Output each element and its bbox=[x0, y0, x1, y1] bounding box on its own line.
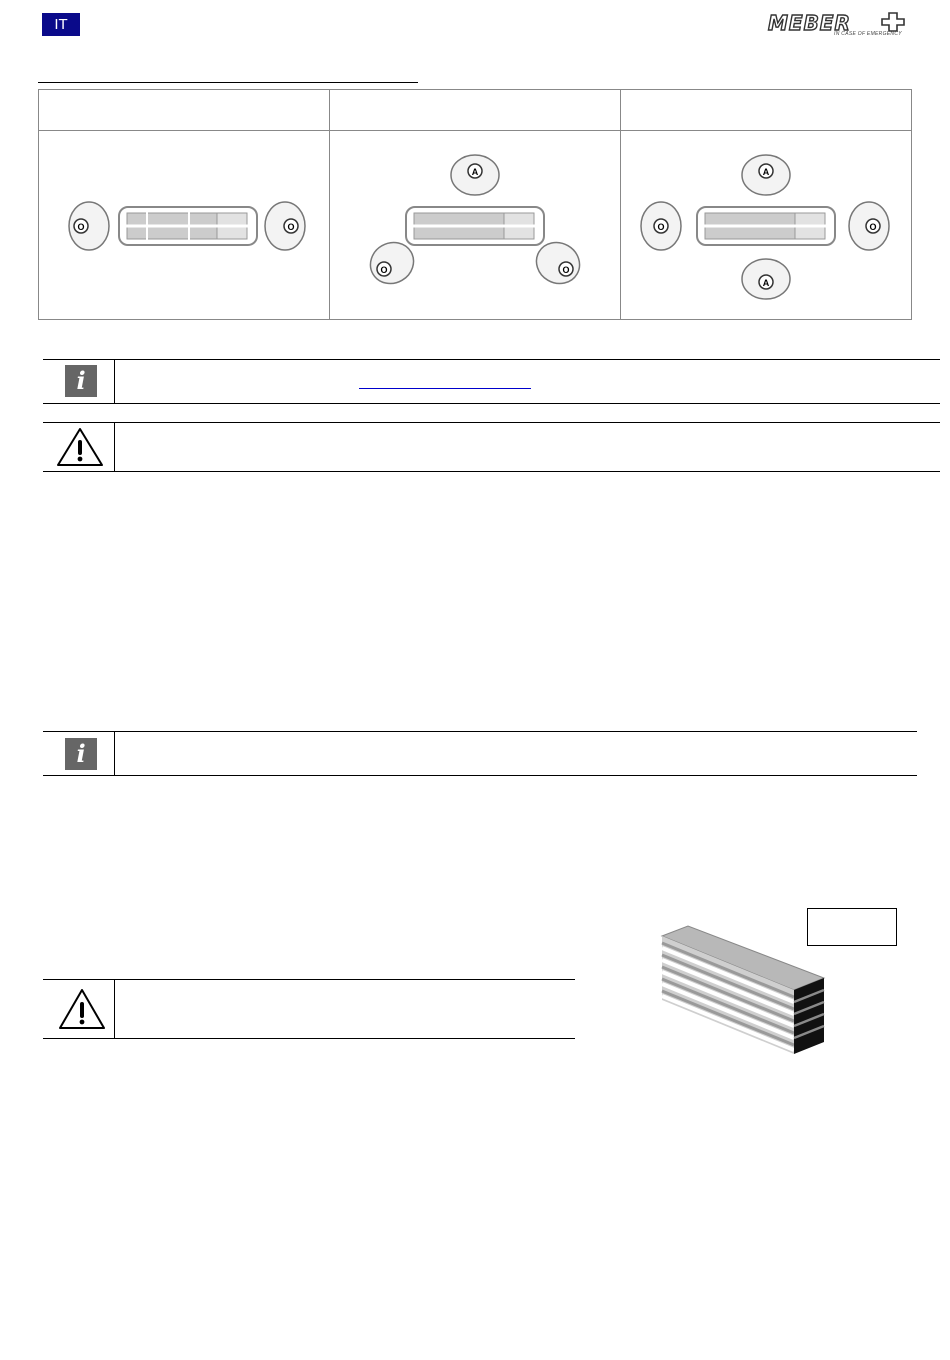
operator-figure bbox=[69, 202, 109, 250]
operator-figure bbox=[265, 202, 305, 250]
carry-positions-table bbox=[38, 89, 912, 320]
four-operator-carry-illustration bbox=[621, 131, 911, 319]
logo-tagline: IN CASE OF EMERGENCY bbox=[834, 31, 902, 37]
svg-text:O: O bbox=[287, 222, 295, 232]
info-icon: i bbox=[65, 365, 97, 397]
stretcher-image bbox=[406, 207, 544, 245]
operator-figure bbox=[849, 202, 889, 250]
table-header-cell bbox=[39, 90, 330, 131]
svg-text:O: O bbox=[869, 222, 877, 232]
two-operator-carry-illustration bbox=[39, 131, 329, 319]
svg-text:A: A bbox=[762, 167, 770, 177]
svg-text:A: A bbox=[471, 167, 479, 177]
operator-figure bbox=[641, 202, 681, 250]
stacked-stretchers-illustration bbox=[660, 924, 826, 1054]
operator-figure bbox=[742, 155, 790, 195]
figure-two-operators bbox=[39, 131, 330, 320]
notice-link[interactable] bbox=[359, 388, 531, 389]
warning-triangle-icon bbox=[57, 987, 107, 1031]
figure-three-operators bbox=[330, 131, 621, 320]
svg-text:O: O bbox=[77, 222, 85, 232]
table-header-cell bbox=[330, 90, 621, 131]
svg-text:O: O bbox=[657, 222, 665, 232]
operator-figure bbox=[742, 259, 790, 299]
info-icon: i bbox=[65, 738, 97, 770]
logo-wordmark: MEBER bbox=[768, 11, 851, 35]
language-badge: IT bbox=[42, 13, 80, 36]
warning-notice bbox=[43, 979, 575, 1040]
stretcher-image bbox=[119, 207, 257, 245]
warning-notice bbox=[43, 422, 940, 473]
info-notice bbox=[43, 731, 917, 777]
svg-text:A: A bbox=[762, 278, 770, 288]
svg-text:O: O bbox=[562, 265, 570, 275]
section-heading-rule bbox=[38, 82, 418, 83]
table-header-cell bbox=[621, 90, 912, 131]
brand-logo bbox=[768, 12, 908, 40]
stretcher-image bbox=[697, 207, 835, 245]
warning-triangle-icon bbox=[55, 426, 105, 468]
operator-figure bbox=[451, 155, 499, 195]
three-operator-carry-illustration bbox=[330, 131, 620, 319]
svg-text:O: O bbox=[380, 265, 388, 275]
logo-cross-icon bbox=[880, 12, 906, 32]
info-notice bbox=[43, 359, 940, 405]
figure-four-operators bbox=[621, 131, 912, 320]
